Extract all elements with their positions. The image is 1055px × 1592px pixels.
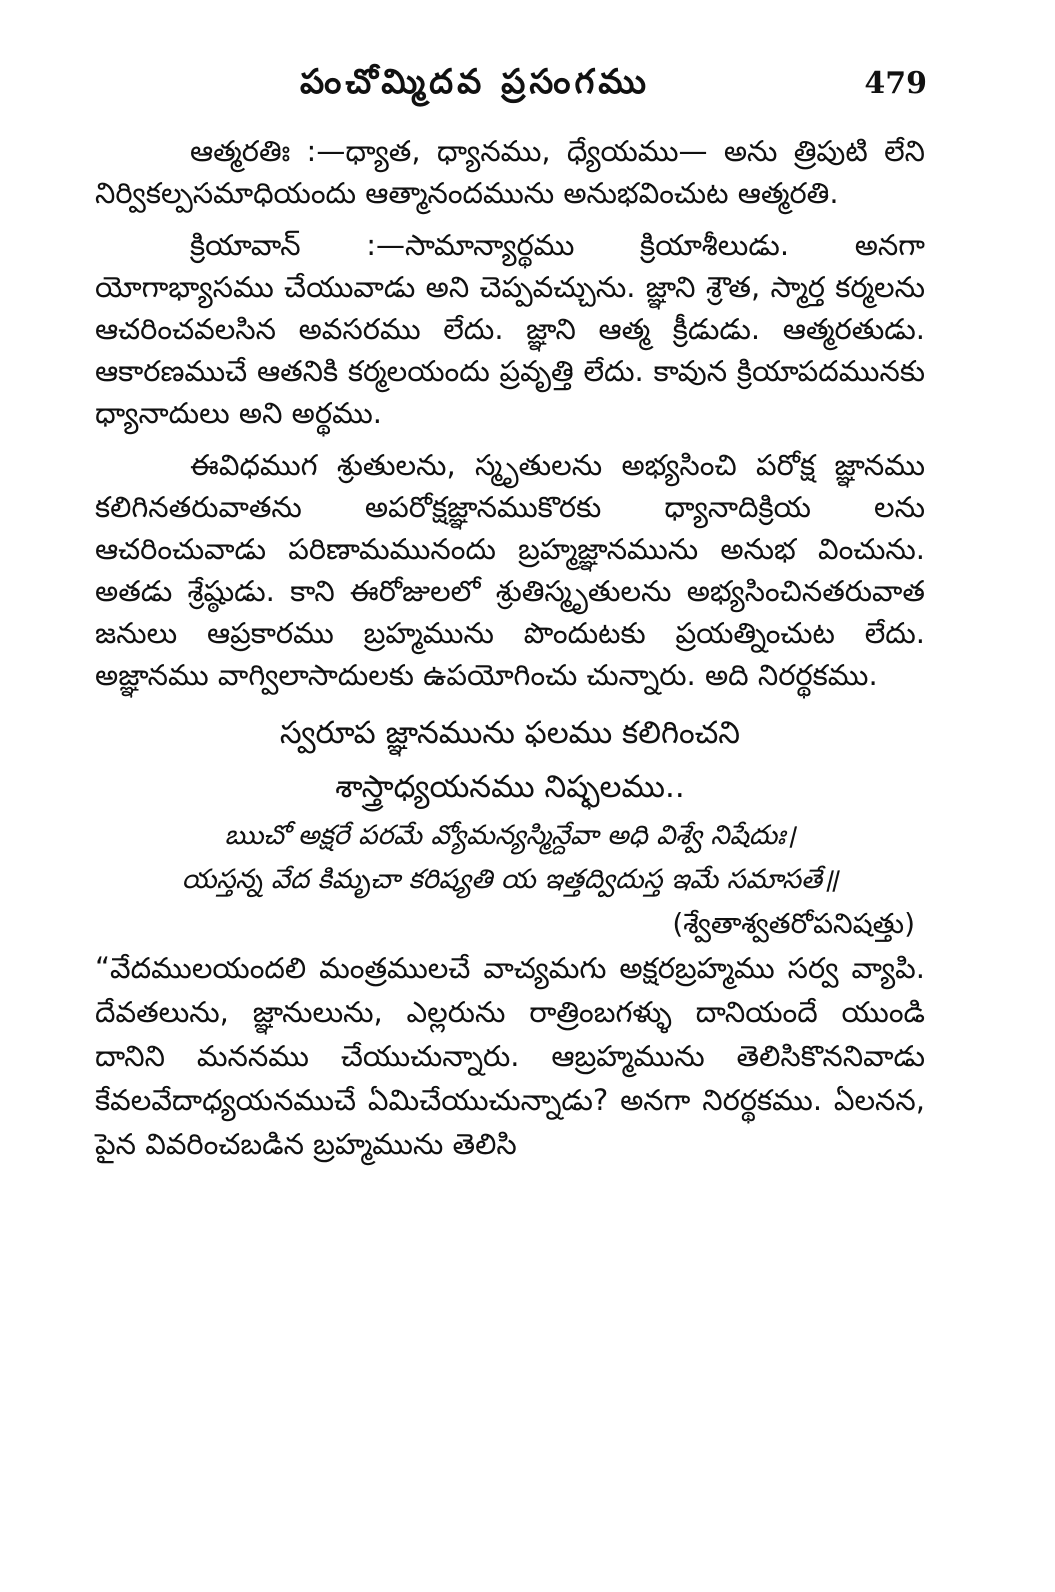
section-heading-line-2: శాస్త్రాధ్యయనము నిష్ఫలము.. [335, 769, 685, 805]
paragraph-kriyavan: క్రియావాన్ :—సామాన్యార్థము క్రియాశీలుడు. అనగా యోగాభ్యాసము చేయువాడు అని చెప్పవచ్చును. జ్ఞాని శ్రౌత, స్మార్త కర్మలను ఆచరించవలసిన అవసరము లేదు. జ్ఞాని ఆత్మ క్రీడుడు. ఆత్మరతుడు. ఆకారణముచే ఆతనికి కర్మలయందు ప్రవృత్తి లేదు. కావున క్రియాపదమునకు ధ్యానాదులు అని అర్థము. [95, 228, 925, 430]
paragraph-shrutulu: ఈవిధముగ శ్రుతులను, స్మృతులను అభ్యసించి పరోక్ష జ్ఞానము కలిగినతరువాతను అపరోక్షజ్ఞానముకొరకు ధ్యానాదిక్రియ లను ఆచరించువాడు పరిణామమునందు బ్రహ్మజ్ఞానమును అనుభ వించును. అతడు శ్రేష్ఠుడు. కాని ఈరోజులలో శ్రుతిస్మృతులను అభ్యసించినతరువాత జనులు ఆప్రకారము బ్రహ్మమును పొందుటకు ప్రయత్నించుట లేదు. అజ్ఞానము వాగ్విలాసాదులకు ఉపయోగించు చున్నారు. అది నిరర్థకము. [95, 448, 925, 692]
page-header [0, 62, 1055, 112]
verse-line-1: ఋచో అక్షరే పరమే వ్యోమన్యస్మిన్దేవా అధి విశ్వే నిషేదుః। [224, 820, 796, 851]
verse-source: (శ్వేతాశ్వతరోపనిషత్తు) [672, 907, 915, 940]
running-title: పంచోమ్మిదవ ప్రసంగము [300, 62, 651, 102]
section-heading [95, 706, 925, 814]
verse-line-2: యస్తన్న వేద కిమృచా కరిష్యతి య ఇత్తద్విదుస్త ఇమే సమాసతే॥ [181, 864, 839, 895]
paragraph-translation: “వేదములయందలి మంత్రములచే వాచ్యమగు అక్షరబ్రహ్మము సర్వ వ్యాపి. దేవతలును, జ్ఞానులును, ఎల్లరును రాత్రింబగళ్ళు దానియందే యుండి దానిని మననము చేయుచున్నారు. ఆబ్రహ్మమును తెలిసికొననివాడు కేవలవేదాధ్యయనముచే ఏమిచేయుచున్నాడు? అనగా నిరర్థకము. ఏలనన, పైన వివరించబడిన బ్రహ్మమును తెలిసి [95, 951, 925, 1161]
paragraph-atmarati: ఆత్మరతిః :—ధ్యాత, ధ్యానము, ధ్యేయము— అను త్రిపుటి లేని నిర్వికల్పసమాధియందు ఆత్మానందమును అనుభవించుట ఆత్మరతి. [95, 134, 925, 210]
section-heading-line-1: స్వరూప జ్ఞానమును ఫలము కలిగించని [279, 715, 741, 751]
page-number: 479 [864, 66, 927, 101]
sanskrit-verse [95, 814, 925, 946]
page-body [95, 130, 925, 1166]
